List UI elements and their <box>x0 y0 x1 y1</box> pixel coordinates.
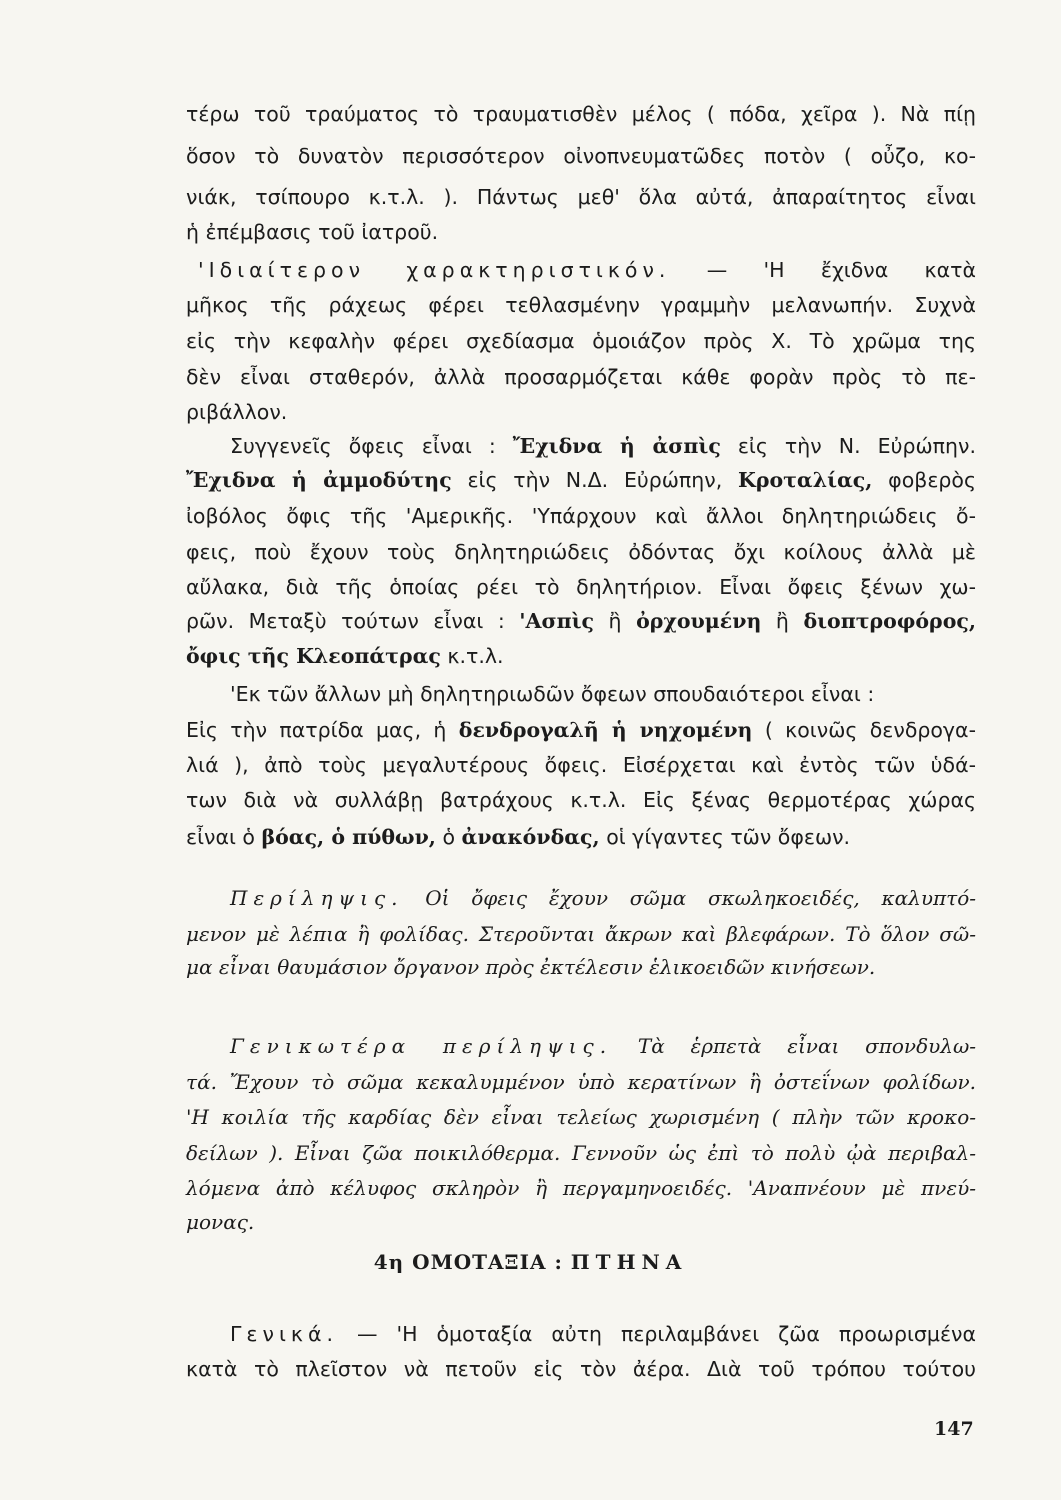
text-line: νιάκ, τσίπουρο κ.τ.λ. ). Πάντως μεθ' ὅλα αὐτά, ἀπαραίτητος εἶναι <box>186 185 976 209</box>
text-span: ( κοινῶς δενδρογα- <box>764 718 976 742</box>
text-span: φοβερὸς <box>888 468 976 492</box>
term-bold: Ἔχιδνα ἡ ἀσπὶς <box>512 434 721 458</box>
text-line <box>186 823 976 851</box>
term-bold: 'Ασπὶς <box>519 609 594 633</box>
term-bold: δενδρογαλῆ ἡ νηχομένη <box>458 718 753 742</box>
text-line: 'Εκ τῶν ἄλλων μὴ δηλητηριωδῶν ὄφεων σπουδαιότεροι εἶναι : <box>230 682 875 706</box>
text-span: — 'Η ἔχιδνα κατὰ <box>706 258 976 282</box>
text-line: εἰς τὴν κεφαλὴν φέρει σχεδίασμα ὁμοιάζον πρὸς Χ. Τὸ χρῶμα της <box>186 329 976 353</box>
text-line: λιά ), ἀπὸ τοὺς μεγαλυτέρους ὄφεις. Εἰσέρχεται καὶ ἐντὸς τῶν ὑδά- <box>186 753 976 777</box>
text-line: κατὰ τὸ πλεῖστον νὰ πετοῦν εἰς τὸν ἀέρα. Διὰ τοῦ τρόπου τούτου <box>186 1357 976 1381</box>
text-line: των διὰ νὰ συλλάβῃ βατράχους κ.τ.λ. Εἰς ξένας θερμοτέρας χώρας <box>186 788 976 812</box>
text-line <box>230 1032 976 1060</box>
text-line: μα εἶναι θαυμάσιον ὄργανον πρὸς ἐκτέλεσιν ἑλικοειδῶν κινήσεων. <box>186 955 876 979</box>
text-line <box>186 642 976 670</box>
term-bold: ἀνακόνδας, <box>461 825 600 849</box>
text-line: λόμενα ἀπὸ κέλυφος σκληρὸν ἢ περγαμηνοειδές. 'Αναπνέουν μὲ πνεύ- <box>186 1176 976 1200</box>
text-span: ρῶν. Μεταξὺ τούτων εἶναι : <box>186 609 505 633</box>
text-line <box>186 716 976 744</box>
section-lead: Γενικά. <box>230 1322 339 1346</box>
text-line: ὅσον τὸ δυνατὸν περισσότερον οἰνοπνευματῶδες ποτὸν ( οὖζο, κο- <box>186 144 976 168</box>
text-span: Εἰς τὴν πατρίδα μας, ἡ <box>186 718 447 742</box>
text-span: Συγγενεῖς ὄφεις εἶναι : <box>230 434 496 458</box>
text-span: οἱ γίγαντες τῶν ὄφεων. <box>606 825 851 849</box>
text-line: φεις, ποὺ ἔχουν τοὺς δηλητηριώδεις ὀδόντας ὄχι κοίλους ἀλλὰ μὲ <box>186 540 976 564</box>
text-span: Τὰ ἑρπετὰ εἶναι σπονδυλω- <box>637 1034 977 1058</box>
text-line <box>186 607 976 635</box>
text-line: αὔλακα, διὰ τῆς ὁποίας ρέει τὸ δηλητήριον. Εἶναι ὄφεις ξένων χω- <box>186 575 976 599</box>
term-bold: ὄφις τῆς Κλεοπάτρας <box>186 644 441 668</box>
text-line: δὲν εἶναι σταθερόν, ἀλλὰ προσαρμόζεται κάθε φορὰν πρὸς τὸ πε- <box>186 365 976 389</box>
text-line: μονας. <box>186 1210 255 1234</box>
text-span: Οἱ ὄφεις ἔχουν σῶμα σκωληκοειδές, καλυπτό- <box>425 886 976 910</box>
text-line: τά. Ἔχουν τὸ σῶμα κεκαλυμμένον ὑπὸ κερατίνων ἢ ὀστεΐνων φολίδων. <box>186 1070 976 1094</box>
text-line: ἰοβόλος ὄφις τῆς 'Αμερικῆς. 'Υπάρχουν καὶ ἄλλοι δηλητηριώδεις ὄ- <box>186 504 976 528</box>
section-lead: 'Ιδιαίτερον χαρακτηριστικόν. <box>198 258 671 282</box>
text-line <box>198 256 976 284</box>
summary-label: Γενικωτέρα περίληψις. <box>230 1034 613 1058</box>
text-span: εἰς τὴν Ν.Δ. Εὐρώπην, <box>467 468 723 492</box>
text-line: δείλων ). Εἶναι ζῶα ποικιλόθερμα. Γεννοῦν ὡς ἐπὶ τὸ πολὺ ᾠὰ περιβαλ- <box>186 1141 976 1165</box>
term-bold: ὀρχουμένη <box>636 609 762 633</box>
page-number: 147 <box>934 1418 974 1440</box>
text-span: εἰς τὴν Ν. Εὐρώπην. <box>737 434 976 458</box>
text-line: 'Η κοιλία τῆς καρδίας δὲν εἶναι τελείως χωρισμένη ( πλὴν τῶν κροκο- <box>186 1105 976 1129</box>
term-bold: Ἔχιδνα ἡ ἀμμοδύτης <box>186 468 452 492</box>
text-line <box>230 884 976 912</box>
text-span: εἶναι ὁ <box>186 825 255 849</box>
text-line <box>230 1320 976 1348</box>
text-span: κ.τ.λ. <box>447 644 504 668</box>
heading-prefix: 4η ΟΜΟΤΑΞΙΑ : <box>373 1250 563 1274</box>
text-line <box>186 466 976 494</box>
text-span: — 'Η ὁμοταξία αὐτη περιλαμβάνει ζῶα προωρισμένα <box>357 1322 976 1346</box>
text-line: ριβάλλον. <box>186 400 288 424</box>
text-line: ἡ ἐπέμβασις τοῦ ἰατροῦ. <box>186 220 439 244</box>
term-bold: βόας, ὁ πύθων, <box>261 825 436 849</box>
text-line: μῆκος τῆς ράχεως φέρει τεθλασμένην γραμμὴν μελανωπήν. Συχνὰ <box>186 293 976 317</box>
text-line: μενον μὲ λέπια ἢ φολίδας. Στεροῦνται ἄκρων καὶ βλεφάρων. Τὸ ὅλον σῶ- <box>186 922 976 946</box>
term-bold: Κροταλίας, <box>738 468 873 492</box>
heading-title: ΠΤΗΝΑ <box>570 1250 688 1274</box>
text-line <box>230 432 976 460</box>
text-span: ἢ <box>775 609 789 633</box>
term-bold: διοπτροφόρος, <box>803 609 976 633</box>
section-heading <box>0 1250 1061 1274</box>
text-span: ὁ <box>442 825 456 849</box>
text-span: ἢ <box>608 609 622 633</box>
summary-label: Περίληψις. <box>230 886 404 910</box>
text-line: τέρω τοῦ τραύματος τὸ τραυματισθὲν μέλος ( πόδα, χεῖρα ). Νὰ πίῃ <box>186 102 976 126</box>
